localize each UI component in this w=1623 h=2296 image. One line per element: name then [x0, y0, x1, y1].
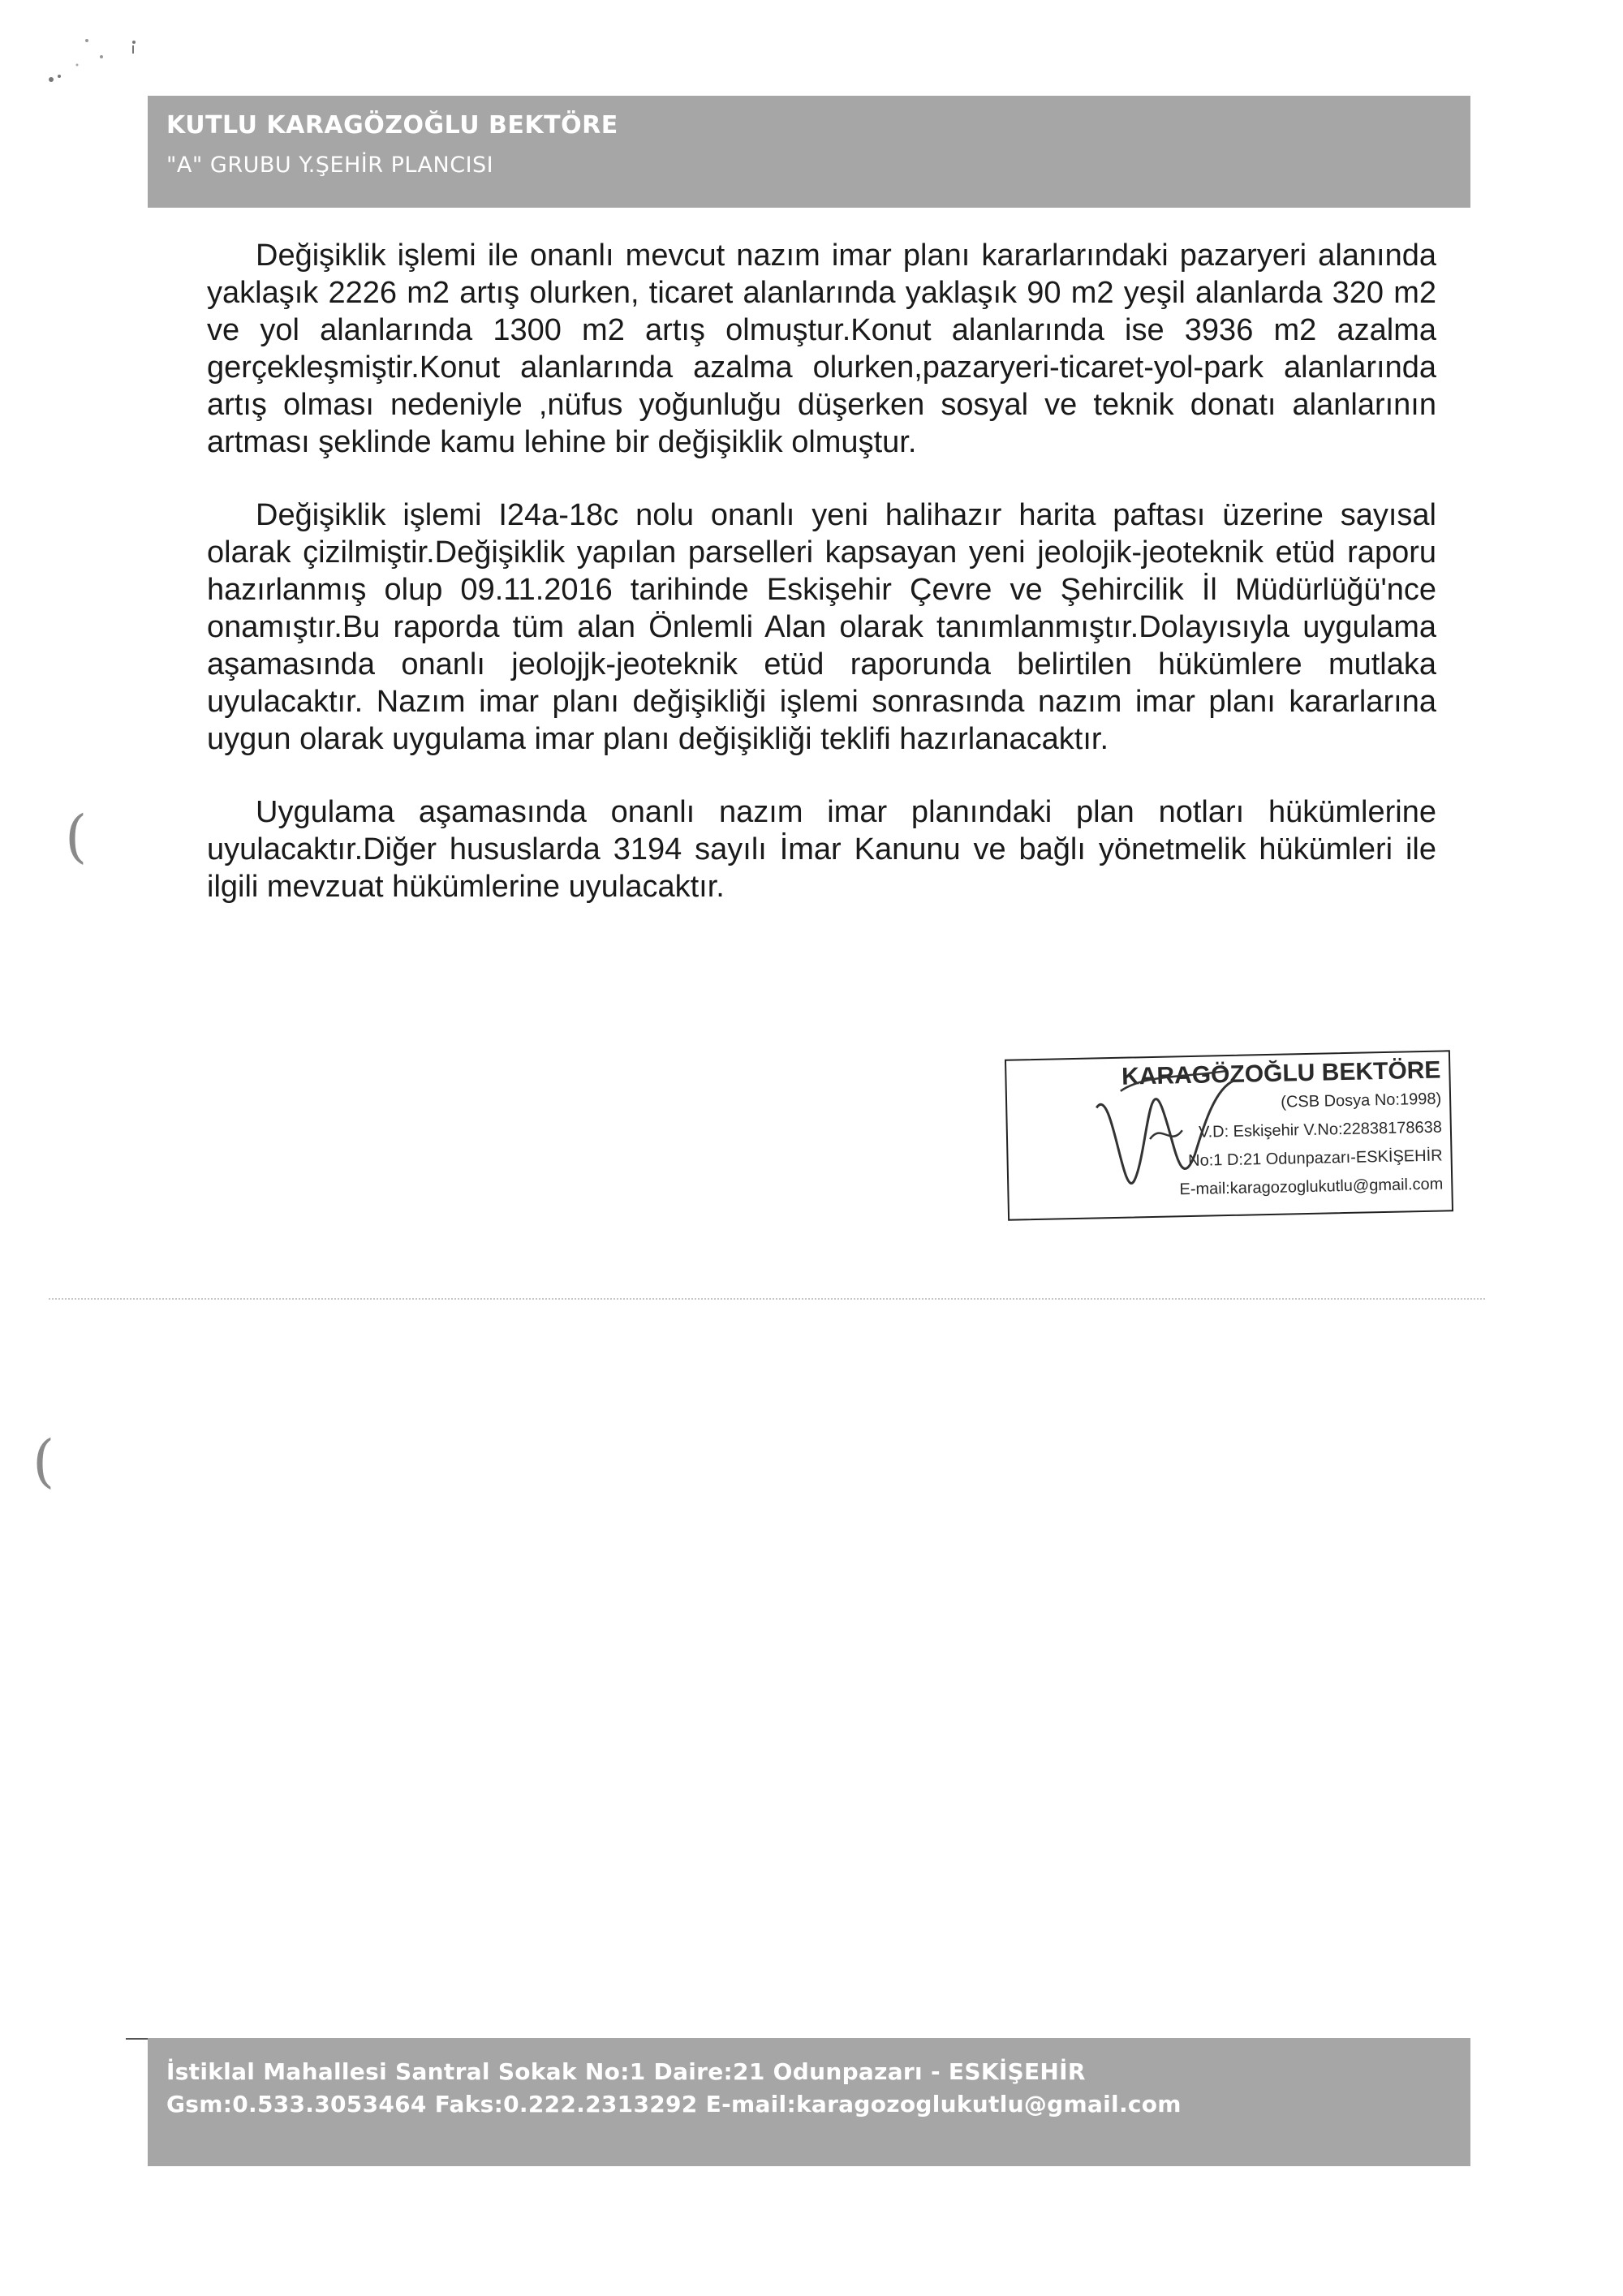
paragraph-2: Değişiklik işlemi I24a-18c nolu onanlı yeni halihazır harita paftası üzerine sayısal olarak çizilmiştir.Değişiklik yapılan parselleri kapsayan yeni jeolojik-jeoteknik etüd raporu hazırlanmış olup 09.11.2016 tarihinde Eskişehir Çevre ve Şehircilik İl Müdürlüğü'nce onamıştır.Bu raporda tüm alan Önlemli Alan olarak tanımlanmıştır.Dolayısıyla uygulama aşamasında onanlı jeolojjk-jeoteknik etüd raporunda belirtilen hükümlere mutlaka uyulacaktır. Nazım imar planı değişikliği işlemi sonrasında nazım imar planı kararlarına uygun olarak uygulama imar planı değişikliği teklifi hazırlanacaktır. — [207, 498, 1436, 756]
footer-contact: Gsm:0.533.3053464 Faks:0.222.2313292 E-mail:karagozoglukutlu@gmail.com — [166, 2091, 1182, 2118]
hole-punch-mark: ( — [65, 803, 88, 870]
footer-address: İstiklal Mahallesi Santral Sokak No:1 Daire:21 Odunpazarı - ESKİŞEHİR — [166, 2058, 1086, 2085]
paragraph-1: Değişiklik işlemi ile onanlı mevcut nazım imar planı kararlarındaki pazaryeri alanında yaklaşık 2226 m2 artış olurken, ticaret alanlarında yaklaşık 90 m2 yeşil alanlarda 320 m2 ve yol alanlarında 1300 m2 artış olmuştur.Konut alanlarında ise 3936 m2 azalma gerçekleşmiştir.Konut alanlarında azalma olurken,pazaryeri-ticaret-yol-park alanlarında artış olması nedeniyle ,nüfus yoğunluğu düşerken sosyal ve teknik donatı alanlarının artması şeklinde kamu lehine bir değişiklik olmuştur. — [207, 239, 1436, 459]
letterhead-title: "A" GRUBU Y.ŞEHİR PLANCISI — [166, 153, 494, 178]
letterhead-name: KUTLU KARAGÖZOĞLU BEKTÖRE — [166, 111, 618, 140]
scan-specks — [45, 24, 158, 101]
stamp-line-4: No:1 D:21 Odunpazarı-ESKİŞEHİR — [1187, 1146, 1443, 1171]
page-divider — [49, 1298, 1485, 1300]
hole-punch-mark: ( — [32, 1428, 55, 1494]
stamp-line-3: V.D: Eskişehir V.No:22838178638 — [1198, 1118, 1443, 1142]
stamp-line-5: E-mail:karagozoglukutlu@gmail.com — [1179, 1175, 1444, 1199]
signature-icon — [1071, 1056, 1253, 1218]
document-body — [207, 237, 1436, 941]
stamp-line-2: (CSB Dosya No:1998) — [1281, 1090, 1442, 1111]
paragraph-3: Uygulama aşamasında onanlı nazım imar planındaki plan notları hükümlerine uyulacaktır.Diğer hususlarda 3194 sayılı İmar Kanunu ve bağlı yönetmelik hükümleri ile ilgili mevzuat hükümlerine uyulacaktır. — [207, 795, 1436, 904]
planner-stamp — [1005, 1050, 1453, 1220]
stamp-line-1: KARAGÖZOĞLU BEKTÖRE — [1121, 1056, 1441, 1090]
